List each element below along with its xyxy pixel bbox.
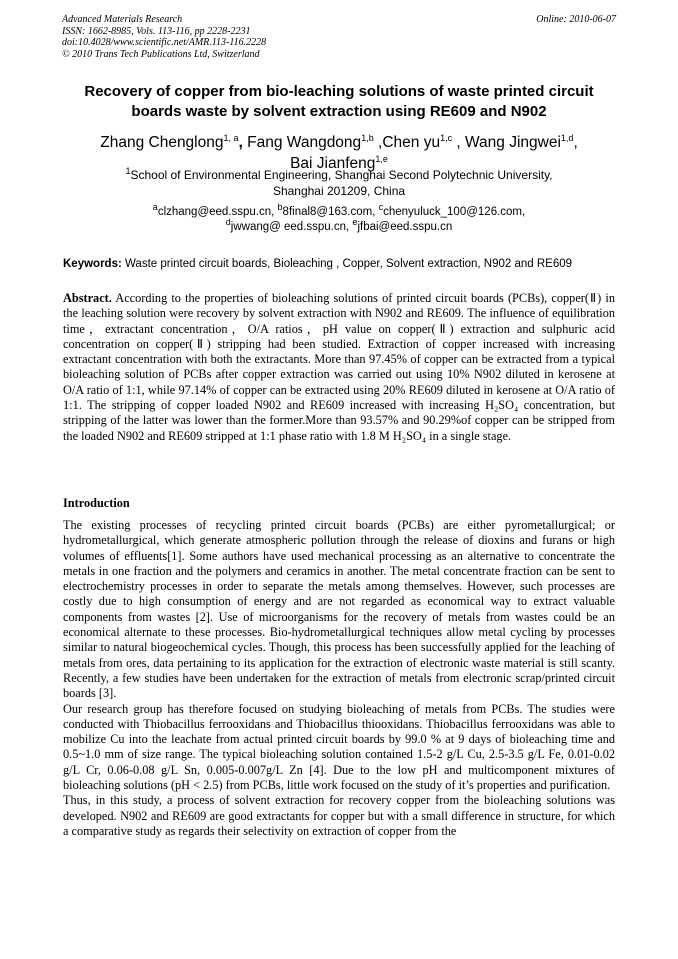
author-affiliation-sup: 1,e — [375, 153, 388, 164]
affiliation-line-1: School of Environmental Engineering, Shanghai Second Polytechnic University, — [130, 168, 553, 182]
title-line-2: boards waste by solvent extraction using RE609 and N902 — [131, 102, 547, 120]
author-name: Fang Wangdong — [247, 134, 362, 151]
journal-header — [62, 14, 266, 60]
paragraph: The existing processes of recycling printed circuit boards (PCBs) are either pyrometallurgical; or hydrometallurgical, which generate atmospheric pollution through the release of dioxins and furans or high volumes of effluents[1]. Some authors have used mechanical processing as an alternative to concentrate the metals in one fraction and the polymers and ceramics in another. The metal concentrate fraction can be sent to electrochemistry processes in order to separate the metals among themselves. However, such processes are costly due to high consumption of energy and are not regarded as economical way to extract valuable components from wastes [2]. Use of microorganisms for the recovery of metals from wastes could be an economical alternate to these processes. Bio-hydrometallurgical techniques allow metal cycling by processes similar to natural biogeochemical cycles. Though, this process has been successfully applied for the leaching of metals from ores, data pertaining to its application for the extraction of electronic waste material is still scanty. Recently, a few studies have been undertaken for the extraction of metals from electronic scrap/printed circuit boards [3]. — [63, 518, 615, 701]
author-name: Chen yu — [382, 134, 441, 151]
title-line-1: Recovery of copper from bio-leaching solutions of waste printed circuit — [84, 83, 594, 100]
abstract — [63, 291, 615, 444]
affiliation — [50, 168, 628, 199]
author-affiliation-sup: 1, a — [223, 132, 239, 143]
doi-line[interactable]: doi:10.4028/www.scientific.net/AMR.113-116.2228 — [62, 37, 267, 48]
abstract-label: Abstract. — [63, 291, 112, 305]
abstract-text: According to the properties of bioleaching solutions of printed circuit boards (PCBs), copper(Ⅱ) in the leaching solution were recovery by solvent extraction with N902 and RE609. The influence of equilibration time，extractant concentration，O/A ratios，pH value on copper(Ⅱ) extraction and sulphuric acid concentration on copper(Ⅱ) stripping had been studied. Extraction of copper increased with increasing extractant concentration with both the extractants. More than 97.45% of copper can be extracted from a typical bioleaching solution of PCBs after copper extraction was carried out using 10% N902 diluted in kerosene at O/A ratio of 1:1, while 97.14% of copper can be extracted using 20% RE609 diluted in kerosene at O/A ratio of 1:1. The stripping of copper loaded N902 and RE609 increased with increasing H₂SO₄ concentration, but stripping of the latter was lower than the former.More than 93.57% and 90.29%of copper can be stripped from the loaded N902 and RE609 stripped at 1:1 phase ratio with 1.8 M H₂SO₄ in a single stage. — [63, 291, 615, 443]
paragraph: Thus, in this study, a process of solvent extraction for recovery copper from the bioleaching solutions was developed. N902 and RE609 are good extractants for copper but with a small difference in structure, for which a comparative study as regards their selectivity on extraction of copper from the — [63, 793, 615, 838]
keywords-label: Keywords: — [63, 258, 122, 270]
author-name: Wang Jingwei — [465, 134, 561, 151]
author-separator: , — [573, 134, 578, 151]
author-line-1 — [50, 132, 628, 153]
introduction-body — [63, 518, 615, 839]
paper-title — [50, 82, 628, 121]
email-link[interactable]: chenyuluck_100@126.com, — [383, 206, 526, 218]
keywords-text: Waste printed circuit boards, Bioleaching , Copper, Solvent extraction, N902 and RE609 — [121, 258, 573, 270]
email-link[interactable]: jfbai@eed.sspu.cn — [357, 220, 453, 233]
author-name: Zhang Chenglong — [100, 134, 224, 151]
author-name: Bai Jianfeng — [290, 155, 376, 172]
author-separator: , — [452, 134, 465, 151]
author-affiliation-sup: 1,d — [560, 132, 574, 143]
affiliation-line-2: Shanghai 201209, China — [272, 183, 406, 198]
author-separator: , — [238, 134, 248, 151]
email-link[interactable]: 8final8@163.com, — [282, 206, 379, 218]
author-affiliation-sup: 1,c — [440, 132, 453, 143]
author-emails: $^a$clzhang@eed.sspu.cn, $^b$8final8@163.com, $^c$chenyuluck_100@126.com, $^d$jwwang@ eed.sspu.cn, $^e$jfbai@eed.sspu.cn — [152, 202, 526, 233]
email-link[interactable]: jwwang@ eed.sspu.cn, — [230, 220, 353, 233]
keywords — [63, 257, 623, 271]
author-affiliation-sup: 1,b — [361, 132, 374, 143]
online-date: Online: 2010-06-07 — [536, 14, 616, 25]
issn-line: ISSN: 1662-8985, Vols. 113-116, pp 2228-2231 — [62, 25, 251, 37]
journal-name: Advanced Materials Research — [62, 14, 183, 25]
affiliation-sup: 1 — [125, 166, 131, 176]
copyright-line: © 2010 Trans Tech Publications Ltd, Switzerland — [62, 48, 260, 60]
email-link[interactable]: clzhang@eed.sspu.cn, — [157, 206, 278, 218]
section-heading-introduction: Introduction — [63, 496, 130, 510]
paragraph: Our research group has therefore focused on studying bioleaching of metals from PCBs. The studies were conducted with Thiobacillus ferrooxidans and Thiobacillus thiooxidans. Thiobacillus ferrooxidans was able to mobilize Cu into the leachate from actual printed circuit boards by 99.0 % at 9 days of bioleaching time and 0.5~1.0 mm of size range. The typical bioleaching solution contained 1.5-2 g/L Cu, 2.5-3.5 g/L Fe, 0.01-0.02 g/L Cr, 0.06-0.08 g/L Sn, 0.005-0.007g/L Zn [4]. Due to the low pH and multicomponent mixtures of bioleaching solutions (pH < 2.5) from PCBs, little work focused on the study of it’s properties and purification. — [63, 701, 615, 793]
author-separator: , — [373, 134, 383, 151]
